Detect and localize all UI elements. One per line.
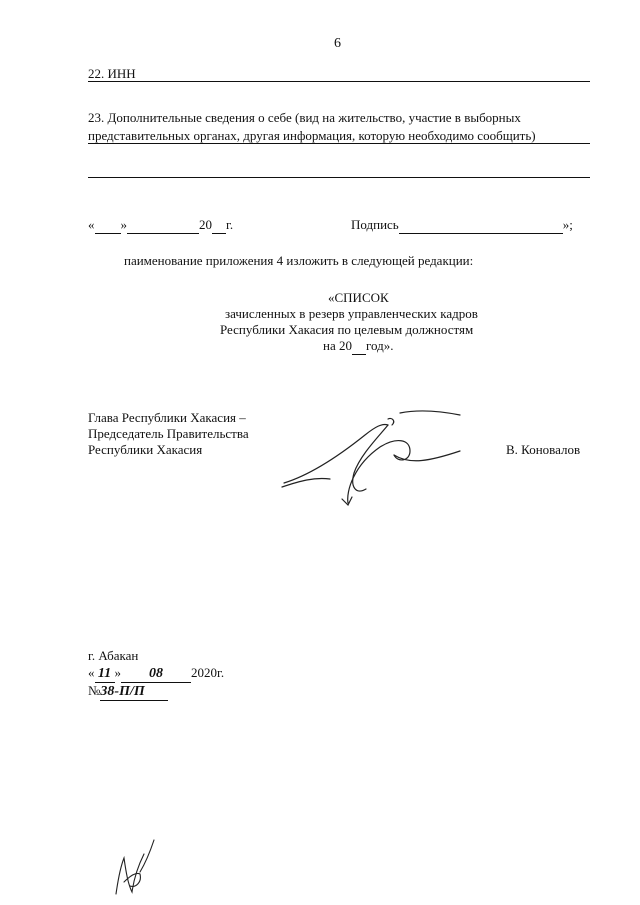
year-suffix: г. bbox=[226, 217, 234, 232]
handwritten-initials bbox=[110, 832, 160, 902]
page-number: 6 bbox=[334, 36, 341, 51]
list-title-line3: Республики Хакасия по целевым должностям bbox=[220, 322, 474, 337]
day-blank bbox=[95, 217, 121, 234]
item-23-line-underline bbox=[88, 143, 590, 144]
footer-number bbox=[88, 683, 168, 701]
date-close-quote: » bbox=[120, 217, 127, 232]
footer-date bbox=[88, 665, 224, 683]
date-signature-row bbox=[88, 217, 233, 234]
year-prefix: 20 bbox=[199, 217, 212, 232]
footer-day: 11 bbox=[95, 666, 115, 683]
item-23-line1: 23. Дополнительные сведения о себе (вид на жительство, участие в выборных bbox=[88, 110, 521, 125]
signatory-name: В. Коновалов bbox=[506, 442, 581, 457]
footer-number-value: 38-П/П bbox=[100, 684, 168, 701]
item-23-line2: представительных органах, другая информация, которую необходимо сообщить) bbox=[88, 128, 536, 143]
list-title-year-suffix: год». bbox=[365, 338, 394, 353]
item-22-inn: 22. ИНН bbox=[88, 66, 136, 81]
list-title-line2: зачисленных в резерв управленческих кадров bbox=[225, 306, 478, 321]
list-title-year-blank bbox=[352, 338, 366, 355]
list-title-line1: «СПИСОК bbox=[328, 290, 389, 305]
footer-city: г. Абакан bbox=[88, 648, 139, 663]
footer-year: 2020г. bbox=[191, 665, 225, 680]
list-title-year-prefix: на 20 bbox=[323, 338, 352, 353]
amendment-text: паименование приложения 4 изложить в следующей редакции: bbox=[124, 253, 474, 268]
footer-number-prefix: № bbox=[88, 683, 101, 698]
list-title-line4 bbox=[323, 338, 393, 355]
signatory-line3: Республики Хакасия bbox=[88, 442, 203, 457]
signature-end: »; bbox=[562, 217, 573, 232]
inn-line bbox=[88, 81, 590, 82]
footer-date-open-quote: « bbox=[88, 665, 95, 680]
signature-field bbox=[351, 217, 573, 234]
item-23-extra-line bbox=[88, 177, 590, 178]
footer-date-close-quote: » bbox=[114, 665, 121, 680]
signatory-line1: Глава Республики Хакасия – bbox=[88, 410, 246, 425]
date-open-quote: « bbox=[88, 217, 95, 232]
handwritten-signature bbox=[270, 395, 500, 515]
footer-month: 08 bbox=[121, 666, 191, 683]
signatory-line2: Председатель Правительства bbox=[88, 426, 249, 441]
month-blank bbox=[127, 217, 199, 234]
signature-label: Подпись bbox=[351, 217, 399, 232]
year-blank bbox=[212, 217, 226, 234]
signature-blank bbox=[399, 217, 563, 234]
